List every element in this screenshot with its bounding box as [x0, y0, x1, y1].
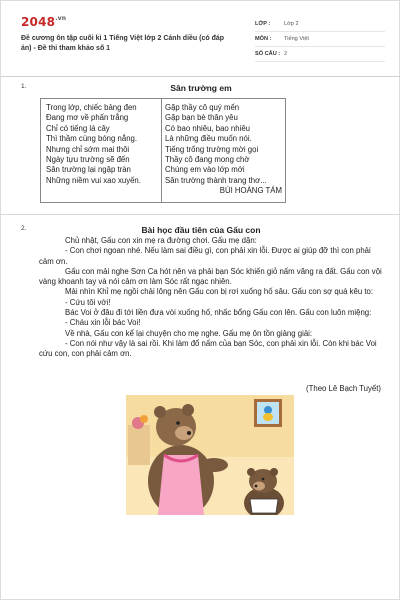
- bear-illustration: [126, 395, 294, 515]
- meta-row-question-count: [255, 47, 385, 62]
- poem-line: Sân trường lại ngập tràn: [46, 165, 131, 175]
- story-paragraph: Chủ nhật, Gấu con xin mẹ ra đường chơi. Gấu mẹ dặn:: [65, 236, 257, 245]
- question-number: 2.: [21, 225, 27, 232]
- section-divider: [1, 214, 400, 215]
- story-source: (Theo Lê Bạch Tuyết): [306, 384, 381, 393]
- story-paragraph: - Cứu tôi với!: [65, 297, 111, 307]
- meta-table: [255, 17, 385, 62]
- site-logo[interactable]: [21, 15, 66, 29]
- story-paragraph: Bác Voi ở đâu đi tới liền đưa vòi xuống hố, nhấc bổng Gấu con lên. Gấu con luôn miệng:: [65, 308, 372, 318]
- meta-key: LỚP :: [255, 21, 271, 27]
- bird-body: [263, 413, 273, 421]
- meta-value: Lớp 2: [284, 21, 299, 27]
- question-title: Sân trường em: [170, 83, 232, 93]
- bird-icon: [264, 406, 272, 414]
- bear-ear: [247, 468, 255, 476]
- story-paragraph: Về nhà, Gấu con kể lại chuyện cho mẹ nghe. Gấu mẹ ôn tồn giảng giải:: [65, 328, 313, 338]
- story-paragraph: Mải nhìn Khỉ mẹ ngồi chải lông nên Gấu con bị rơi xuống hố sâu. Gấu con sợ quá kêu to:: [65, 287, 373, 297]
- mother-bear-arm: [200, 458, 228, 472]
- question-number: 1.: [21, 83, 27, 90]
- poem-author: BÙI HOÀNG TÁM: [219, 186, 282, 196]
- header-divider: [1, 76, 400, 77]
- poem-line: Thì thầm cùng bóng nắng.: [46, 134, 138, 144]
- meta-row-subject: [255, 32, 385, 47]
- story-paragraph: - Con chơi ngoan nhé. Nếu làm sai điều gì, con phải xin lỗi. Được ai giúp đỡ thì con phải cảm ơn.: [39, 246, 371, 266]
- bear-nose: [255, 485, 258, 488]
- story-text: [39, 236, 386, 360]
- poem-line: Tiếng trống trường mời gọi: [165, 144, 259, 154]
- poem-line: Là những điều muốn nói.: [165, 134, 252, 144]
- bear-ear: [154, 406, 166, 418]
- flower-icon: [140, 415, 148, 423]
- story-paragraph: - Con nói như vậy là sai rồi. Khi làm đổ nấm của bạn Sóc, con phải xin lỗi. Còn khi bác Voi cứu con, con phải cảm ơn.: [39, 338, 377, 359]
- poem-column-right: [162, 99, 285, 202]
- poem-line: Sân trường thành trang thơ...: [165, 175, 267, 185]
- poem-line: Nhưng chỉ sớm mai thôi: [46, 144, 130, 154]
- bear-ear: [270, 468, 278, 476]
- poem-table: [40, 98, 286, 203]
- logo-suffix: .vn: [55, 15, 67, 22]
- poem-line: Có bao nhiêu, bao nhiêu: [165, 123, 250, 133]
- meta-key: MÔN :: [255, 36, 272, 42]
- poem-line: Gặp bạn bè thân yêu: [165, 113, 238, 123]
- poem-line: Những niềm vui xao xuyến.: [46, 175, 141, 185]
- poem-column-left: [41, 99, 162, 202]
- story-paragraph: Gấu con mải nghe Sơn Ca hót nên va phải bạn Sóc khiến giỏ nấm văng ra đất. Gấu con vội vàng khoanh tay và nói cảm ơn làm Sóc rất ngạc nhiên.: [39, 266, 382, 287]
- meta-row-class: [255, 17, 385, 32]
- poem-line: Thầy cô đang mong chờ: [165, 155, 250, 165]
- question-title: Bài học đầu tiên của Gấu con: [141, 225, 261, 235]
- poem-line: Đang mơ về phấn trắng: [46, 113, 129, 123]
- poem-line: Chỉ có tiếng lá cây: [46, 123, 110, 133]
- meta-value: Tiếng Việt: [284, 36, 309, 42]
- bear-eye: [262, 478, 265, 481]
- cub-shirt: [250, 499, 278, 513]
- apron: [158, 455, 204, 515]
- meta-key: SỐ CÂU :: [255, 51, 281, 57]
- document-title: Đề cương ôn tập cuối kì 1 Tiếng Việt lớp 2 Cánh diều (có đáp án) - Đề thi tham khảo số 1: [21, 35, 225, 52]
- bear-nose: [187, 431, 191, 435]
- poem-line: Chúng em vào lớp mới: [165, 165, 245, 175]
- poem-line: Gặp thầy cô quý mến: [165, 103, 240, 112]
- poem-line: Trong lớp, chiếc bảng đen: [46, 103, 137, 112]
- bear-eye: [176, 421, 180, 425]
- poem-line: Ngày tựu trường sẽ đến: [46, 155, 130, 165]
- logo-main: 2048: [21, 15, 56, 29]
- window-shape: [128, 425, 150, 465]
- bear-ear: [182, 404, 194, 416]
- meta-value: 2: [284, 51, 288, 57]
- story-paragraph: - Cháu xin lỗi bác Voi!: [65, 318, 141, 328]
